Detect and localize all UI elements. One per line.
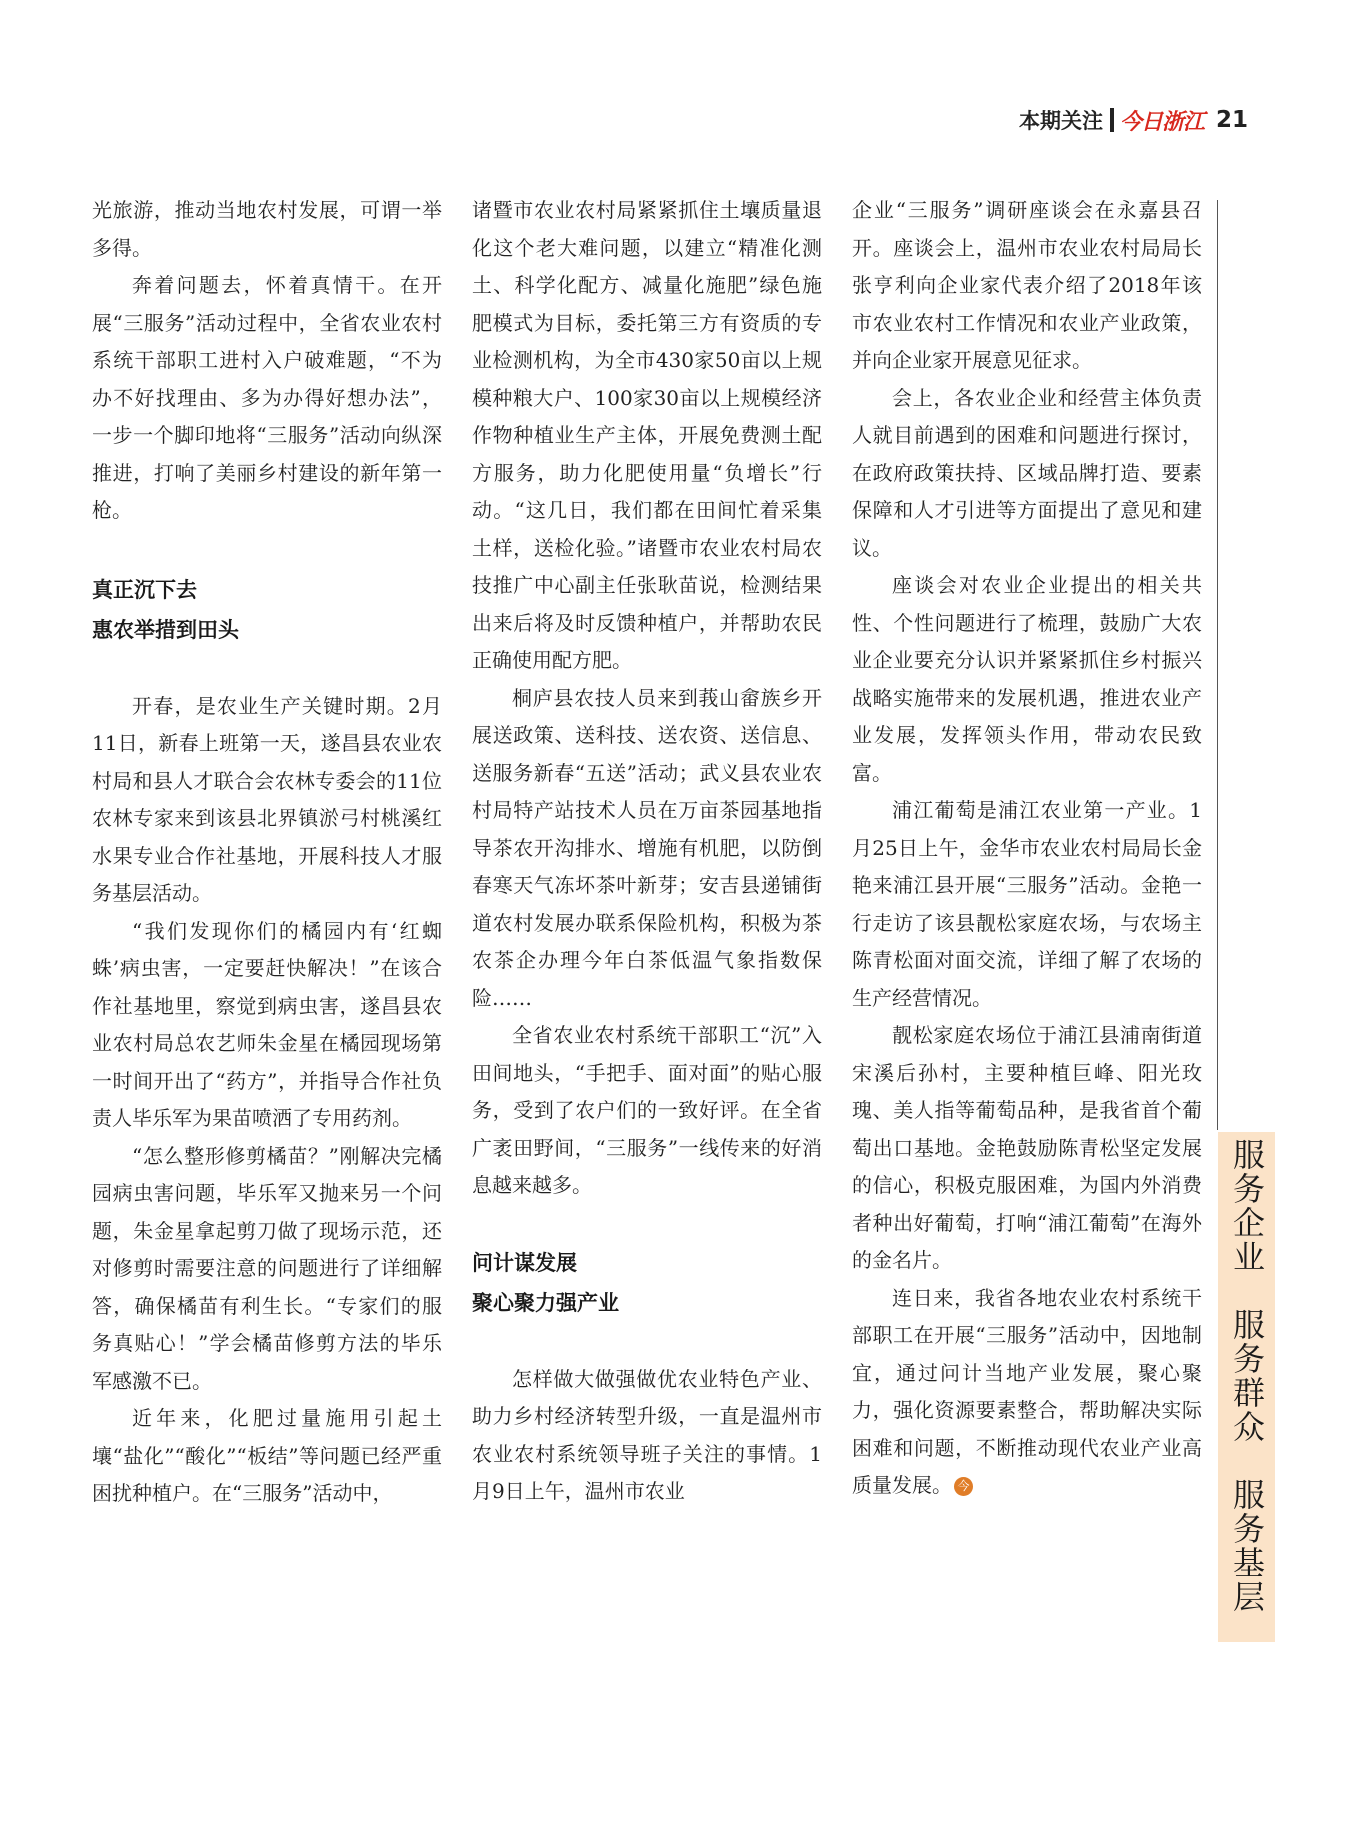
section-title: 本期关注 (1018, 109, 1103, 133)
article-column-3 (852, 192, 1202, 1505)
magazine-logo: 今日浙江 (1119, 108, 1204, 135)
paragraph: “我们发现你们的橘园内有‘红蜘蛛’病虫害，一定要赶快解决！”在该合作社基地里，察觉到病虫害，遂昌县农业农村局总农艺师朱金星在橘园现场第一时间开出了“药方”，并指导合作社负责人毕乐军为果苗喷洒了专用药剂。 (92, 918, 442, 1130)
sidebar-slogan: 服务企业 服务群众 服务基层 (1228, 1138, 1266, 1614)
paragraph: 桐庐县农技人员来到莪山畲族乡开展送政策、送科技、送农资、送信息、送服务新春“五送”活动；武义县农业农村局特产站技术人员在万亩茶园基地指导茶农开沟排水、增施有机肥，以防倒春寒天气冻坏茶叶新芽；安吉县递铺街道农村发展办联系保险机构，积极为茶农茶企办理今年白茶低温气象指数保险…… (472, 685, 822, 1010)
header-divider (1110, 108, 1114, 132)
article-column-1 (92, 192, 442, 1513)
section-subheading (92, 570, 442, 650)
paragraph: 怎样做大做强做优农业特色产业、助力乡村经济转型升级，一直是温州市农业农村系统领导班子关注的事情。1月9日上午，温州市农业 (472, 1366, 822, 1503)
page-header (1019, 104, 1248, 136)
subheading-line: 聚心聚力强产业 (472, 1290, 619, 1315)
paragraph: 开春，是农业生产关键时期。2月11日，新春上班第一天，遂昌县农业农村局和县人才联合会农林专委会的11位农林专家来到该县北界镇淤弓村桃溪红水果专业合作社基地，开展科技人才服务基层活动。 (92, 693, 442, 905)
paragraph: 近年来，化肥过量施用引起土壤“盐化”“酸化”“板结”等问题已经严重困扰种植户。在“三服务”活动中， (92, 1406, 442, 1505)
theme-sidebar (1218, 1132, 1275, 1642)
paragraph: 座谈会对农业企业提出的相关共性、个性问题进行了梳理，鼓励广大农业企业要充分认识并紧紧抓住乡村振兴战略实施带来的发展机遇，推进农业产业发展，发挥领头作用，带动农民致富。 (852, 573, 1202, 785)
margin-rule (1217, 200, 1218, 1130)
paragraph: 诸暨市农业农村局紧紧抓住土壤质量退化这个老大难问题，以建立“精准化测土、科学化配方、减量化施肥”绿色施肥模式为目标，委托第三方有资质的专业检测机构，为全市430家50亩以上规模种粮大户、100家30亩以上规模经济作物种植业生产主体，开展免费测土配方服务，助力化肥使用量“负增长”行动。“这几日，我们都在田间忙着采集土样，送检化验。”诸暨市农业农村局农技推广中心副主任张耿苗说，检测结果出来后将及时反馈种植户，并帮助农民正确使用配方肥。 (472, 198, 822, 672)
paragraph: 企业“三服务”调研座谈会在永嘉县召开。座谈会上，温州市农业农村局局长张亨利向企业家代表介绍了2018年该市农业农村工作情况和农业产业政策，并向企业家开展意见征求。 (852, 198, 1202, 372)
paragraph: 光旅游，推动当地农村发展，可谓一举多得。 (92, 198, 442, 260)
paragraph: 浦江葡萄是浦江农业第一产业。1月25日上午，金华市农业农村局局长金艳来浦江县开展“三服务”活动。金艳一行走访了该县靓松家庭农场，与农场主陈青松面对面交流，详细了解了农场的生产经营情况。 (852, 798, 1202, 1010)
paragraph: 全省农业农村系统干部职工“沉”入田间地头，“手把手、面对面”的贴心服务，受到了农户们的一致好评。在全省广袤田野间，“三服务”一线传来的好消息越来越多。 (472, 1023, 822, 1197)
page-number: 21 (1215, 107, 1248, 133)
end-mark-icon: 今 (954, 1477, 973, 1496)
subheading-line: 惠农举措到田头 (92, 617, 239, 642)
subheading-line: 真正沉下去 (92, 577, 197, 602)
article-column-2 (472, 192, 822, 1511)
subheading-line: 问计谋发展 (472, 1250, 577, 1275)
paragraph: 奔着问题去，怀着真情干。在开展“三服务”活动过程中，全省农业农村系统干部职工进村入户破难题，“不为办不好找理由、多为办得好想办法”，一步一个脚印地将“三服务”活动向纵深推进，打响了美丽乡村建设的新年第一枪。 (92, 273, 442, 522)
paragraph (852, 1280, 1202, 1505)
paragraph: “怎么整形修剪橘苗？”刚解决完橘园病虫害问题，毕乐军又抛来另一个问题，朱金星拿起剪刀做了现场示范，还对修剪时需要注意的问题进行了详细解答，确保橘苗有利生长。“专家们的服务真贴心！”学会橘苗修剪方法的毕乐军感激不已。 (92, 1143, 442, 1393)
paragraph-text: 连日来，我省各地农业农村系统干部职工在开展“三服务”活动中，因地制宜，通过问计当地产业发展，聚心聚力，强化资源要素整合，帮助解决实际困难和问题，不断推动现代农业产业高质量发展。 (852, 1285, 1202, 1497)
paragraph: 会上，各农业企业和经营主体负责人就目前遇到的困难和问题进行探讨，在政府政策扶持、区域品牌打造、要素保障和人才引进等方面提出了意见和建议。 (852, 385, 1202, 560)
section-subheading (472, 1243, 822, 1323)
paragraph: 靓松家庭农场位于浦江县浦南街道宋溪后孙村，主要种植巨峰、阳光玫瑰、美人指等葡萄品种，是我省首个葡萄出口基地。金艳鼓励陈青松坚定发展的信心，积极克服困难，为国内外消费者种出好葡萄，打响“浦江葡萄”在海外的金名片。 (852, 1023, 1202, 1272)
